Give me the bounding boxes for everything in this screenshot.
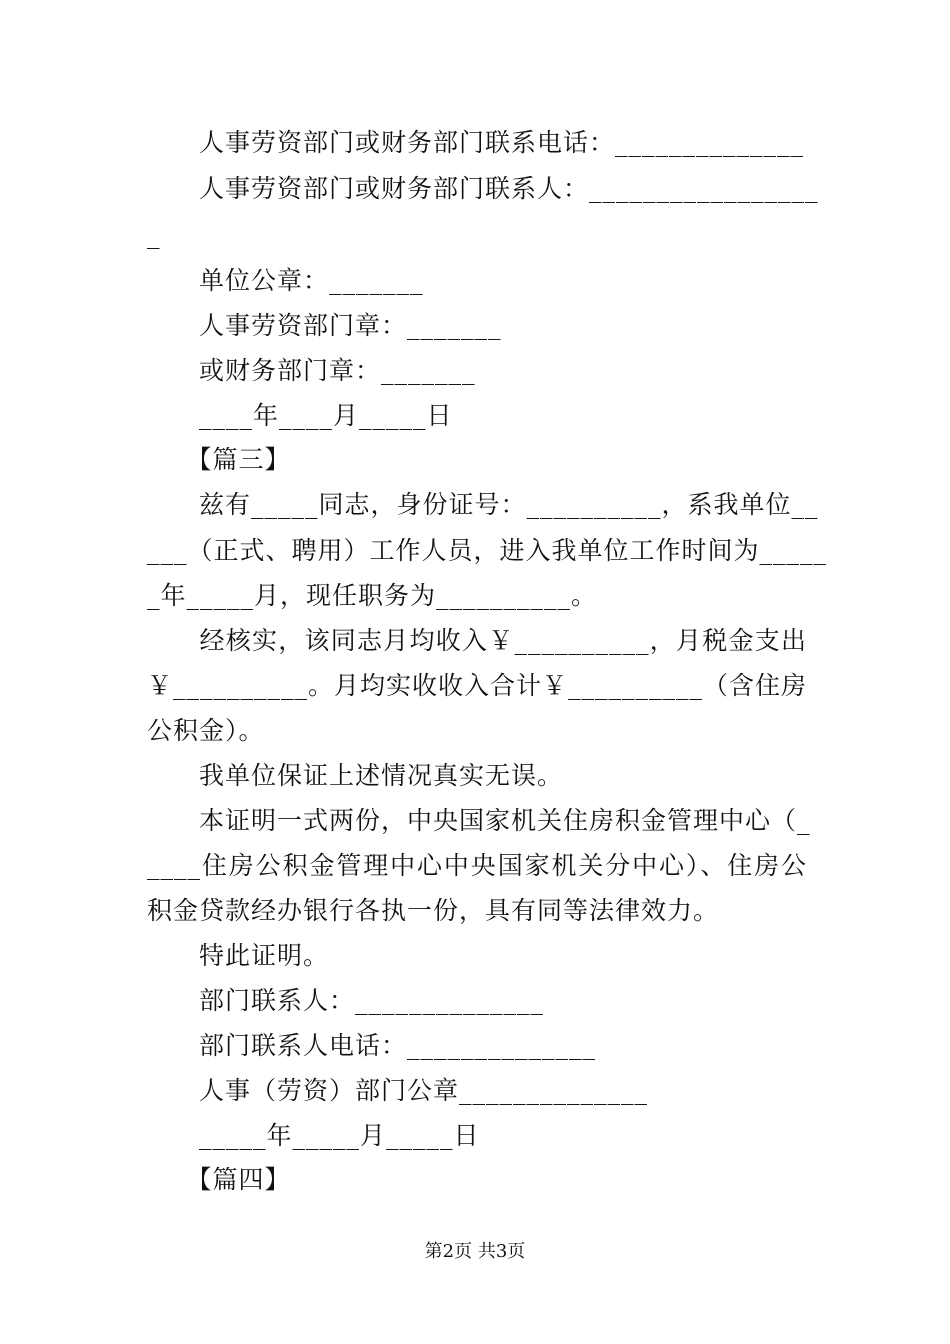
dept-contact-line: 部门联系人：______________ — [147, 986, 545, 1015]
paragraph-line: 我单位保证上述情况真实无误。 — [147, 761, 564, 790]
paragraph-line: 公积金）。 — [147, 716, 265, 745]
paragraph-line: _年_____月，现任职务为__________。 — [147, 581, 598, 610]
date-line-2: _____年_____月_____日 — [147, 1121, 480, 1150]
dept-phone-line: 部门联系人电话：______________ — [147, 1031, 597, 1060]
paragraph-line: ￥__________。月均实收收入合计￥__________（含住房 — [147, 671, 808, 700]
date-line: ____年____月_____日 — [147, 401, 453, 430]
paragraph-line: 兹有_____同志，身份证号：__________，系我单位__ — [147, 490, 819, 519]
finance-seal-line: 或财务部门章：_______ — [147, 356, 476, 385]
section-heading: 【篇四】 — [147, 1165, 291, 1194]
page-footer: 第2页 共3页 — [424, 1241, 526, 1262]
closing-line: 特此证明。 — [147, 941, 330, 970]
paragraph-line: ____住房公积金管理中心中央国家机关分中心）、住房公 — [147, 851, 807, 880]
section-heading: 【篇三】 — [147, 445, 291, 474]
contact-person-line: 人事劳资部门或财务部门联系人：_________________ — [147, 174, 819, 203]
hr-seal-line-2: 人事（劳资）部门公章______________ — [147, 1076, 649, 1105]
hr-seal-line: 人事劳资部门章：_______ — [147, 311, 502, 340]
contact-person-line-wrap: _ — [147, 220, 161, 249]
paragraph-line: ___（正式、聘用）工作人员，进入我单位工作时间为_____ — [147, 536, 828, 565]
paragraph-line: 本证明一式两份，中央国家机关住房积金管理中心（_ — [147, 806, 811, 835]
paragraph-line: 经核实，该同志月均收入￥__________，月税金支出 — [147, 626, 807, 655]
unit-seal-line: 单位公章：_______ — [147, 266, 424, 295]
contact-phone-line: 人事劳资部门或财务部门联系电话：______________ — [147, 128, 805, 157]
paragraph-line: 积金贷款经办银行各执一份，具有同等法律效力。 — [147, 896, 720, 925]
